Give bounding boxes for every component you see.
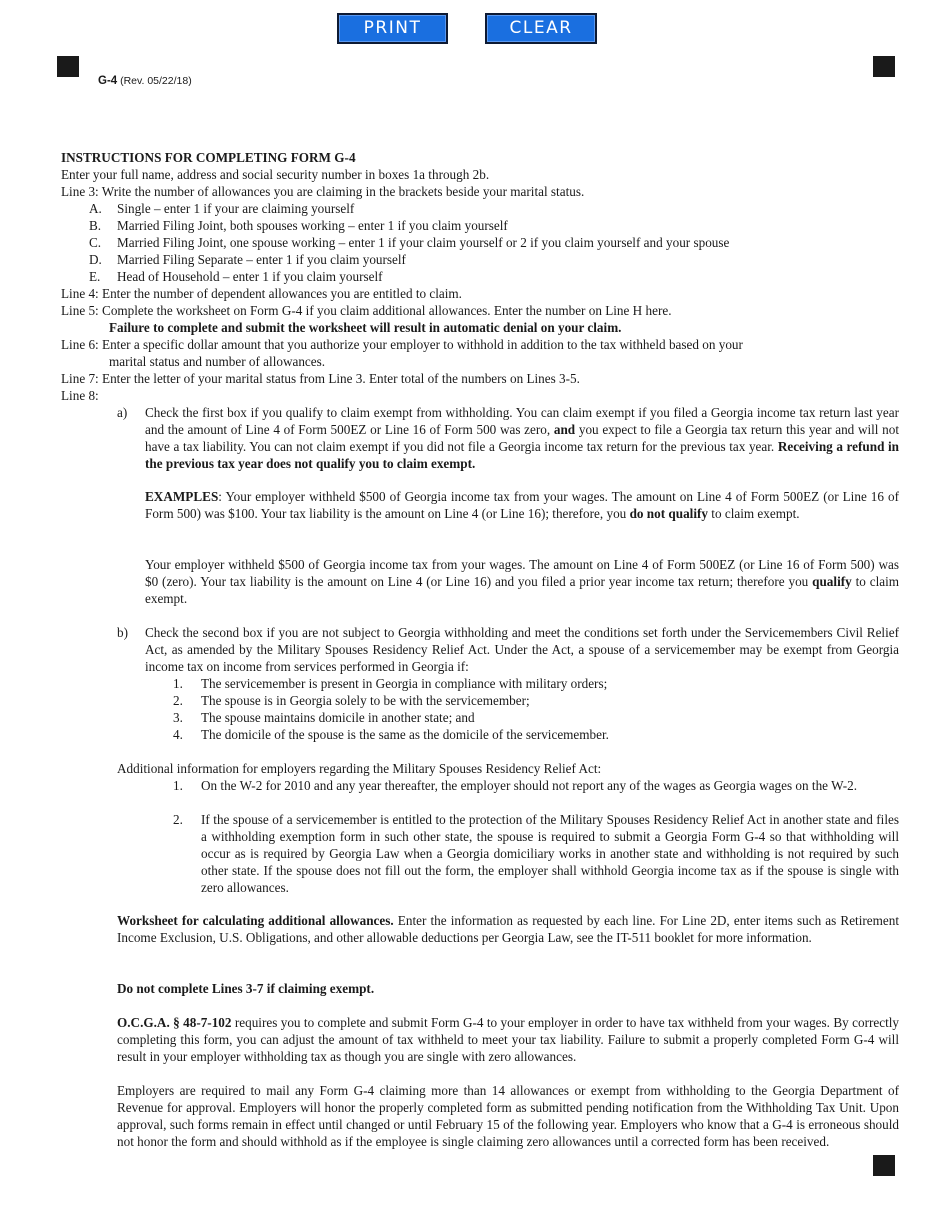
line3-item-text: Single – enter 1 if your are claiming yourself (117, 201, 355, 216)
line3-item-letter: A. (89, 201, 102, 216)
form-revision: (Rev. 05/22/18) (120, 75, 192, 87)
instructions-title: INSTRUCTIONS FOR COMPLETING FORM G-4 (61, 150, 356, 165)
line8-b-label: b) (117, 625, 128, 640)
registration-mark-top-right (873, 56, 895, 77)
line8-a-label: a) (117, 405, 128, 420)
line3-item-letter: E. (89, 269, 101, 284)
line3-item-text: Married Filing Joint, one spouse working – enter 1 if your claim yourself or 2 if you claim yourself and your spouse (117, 235, 730, 250)
additional-item-number: 2. (173, 812, 183, 827)
intro-text: Enter your full name, address and social security number in boxes 1a through 2b. (61, 167, 490, 182)
examples-paragraph: EXAMPLES: Your employer withheld $500 of Georgia income tax from your wages. The amount on Line 4 of Form 500EZ (or Line 16 of Form 500) was $100. Your tax liability is the amount on Line 4 (or Line 16); therefore, you do not qualify to claim exempt. (145, 489, 899, 521)
additional-item-text: On the W-2 for 2010 and any year thereafter, the employer should not report any of the wages as Georgia wages on the W-2. (201, 778, 858, 793)
line3-item-letter: C. (89, 235, 102, 250)
line3-text: Line 3: Write the number of allowances you are claiming in the brackets beside your marital status. (61, 184, 585, 199)
line8-label: Line 8: (61, 388, 99, 403)
line3-item-text: Married Filing Separate – enter 1 if you claim yourself (117, 252, 406, 267)
b-item-text: The domicile of the spouse is the same as the domicile of the servicemember. (201, 727, 609, 742)
registration-mark-bottom-right (873, 1155, 895, 1176)
line8-b-paragraph: Check the second box if you are not subject to Georgia withholding and meet the conditions set forth under the Servicemembers Civil Relief Act, as amended by the Military Spouses Residency Relief Act. Under the Act, a spouse of a servicemember may be exempt from Georgia income tax on income from services performed in Georgia if: (145, 625, 899, 674)
b-item-number: 3. (173, 710, 183, 725)
b-item-text: The servicemember is present in Georgia in compliance with military orders; (201, 676, 608, 691)
line5-text: Line 5: Complete the worksheet on Form G-4 if you claim additional allowances. Enter the number on Line H here. (61, 303, 672, 318)
additional-info-heading: Additional information for employers regarding the Military Spouses Residency Relief Act: (117, 761, 602, 776)
b-item-number: 4. (173, 727, 183, 742)
employers-paragraph: Employers are required to mail any Form G-4 claiming more than 14 allowances or exempt from withholding to the Georgia Department of Revenue for approval. Employers will honor the properly completed form as submitted pending notification from the Withholding Tax Unit. Upon approval, such forms remain in effect until changed or until February 15 of the following year. Employers who know that a G-4 is erroneous should not honor the form and should withhold as if the employee is single claiming zero allowances until a corrected form has been received. (117, 1083, 899, 1149)
line3-item-text: Married Filing Joint, both spouses working – enter 1 if you claim yourself (117, 218, 508, 233)
line8-a-paragraph: Check the first box if you qualify to claim exempt from withholding. You can claim exempt if you filed a Georgia income tax return last year and the amount of Line 4 of Form 500EZ or Line 16 of Form 500 was zero, and you expect to file a Georgia tax return this year and will not have a tax liability. You can not claim exempt if you did not file a Georgia income tax return for the previous tax year. Receiving a refund in the previous tax year does not qualify you to claim exempt. (145, 405, 900, 471)
b-item-number: 1. (173, 676, 183, 691)
b-item-number: 2. (173, 693, 183, 708)
form-code: G-4 (98, 75, 118, 87)
example2-paragraph: Your employer withheld $500 of Georgia income tax from your wages. The amount on Line 4 of Form 500EZ (or Line 16 of Form 500) was $0 (zero). Your tax liability is the amount on Line 4 (or Line 16) and you filed a prior year income tax return; therefore you qualify to claim exempt. (145, 557, 900, 606)
additional-item-number: 1. (173, 778, 183, 793)
line3-item-text: Head of Household – enter 1 if you claim yourself (117, 269, 383, 284)
line4-text: Line 4: Enter the number of dependent allowances you are entitled to claim. (61, 286, 462, 301)
line3-item-letter: B. (89, 218, 102, 233)
worksheet-paragraph: Worksheet for calculating additional allowances. Enter the information as requested by each line. For Line 2D, enter items such as Retirement Income Exclusion, U.S. Obligations, and other allowable deductions per Georgia Law, see the IT-511 booklet for more information. (117, 913, 899, 945)
line7-text: Line 7: Enter the letter of your marital status from Line 3. Enter total of the numbers on Lines 3-5. (61, 371, 580, 386)
ocga-paragraph: O.C.G.A. § 48-7-102 requires you to complete and submit Form G-4 to your employer in order to have tax withheld from your wages. By correctly completing this form, you can adjust the amount of tax withheld to meet your tax liability. Failure to submit a properly completed Form G-4 will result in your employer withholding tax as though you are single with zero allowances. (117, 1015, 899, 1064)
b-item-text: The spouse maintains domicile in another state; and (201, 710, 475, 725)
line5-warning: Failure to complete and submit the worksheet will result in automatic denial on your claim. (109, 320, 622, 335)
registration-mark-top-left (57, 56, 79, 77)
b-item-text: The spouse is in Georgia solely to be with the servicemember; (201, 693, 530, 708)
form-id (98, 73, 192, 90)
do-not-complete-notice: Do not complete Lines 3-7 if claiming exempt. (117, 981, 375, 996)
print-button[interactable]: PRINT (337, 13, 448, 44)
line3-item-letter: D. (89, 252, 102, 267)
clear-button[interactable]: CLEAR (485, 13, 597, 44)
line6-text: Line 6: Enter a specific dollar amount that you authorize your employer to withhold in addition to the tax withheld based on your (61, 337, 743, 352)
additional-item-text: If the spouse of a servicemember is entitled to the protection of the Military Spouses Residency Relief Act in another state and files a withholding exemption form in such other state, the spouse is required to submit a Georgia Form G-4 so that withholding will occur as is required by Georgia Law when a Georgia domiciliary works in another state and withholding is not required by such other state. If the spouse does not fill out the form, the employer shall withhold Georgia income tax as if the spouse is single with zero allowances. (201, 812, 899, 895)
line6-text-continued: marital status and number of allowances. (109, 354, 326, 369)
